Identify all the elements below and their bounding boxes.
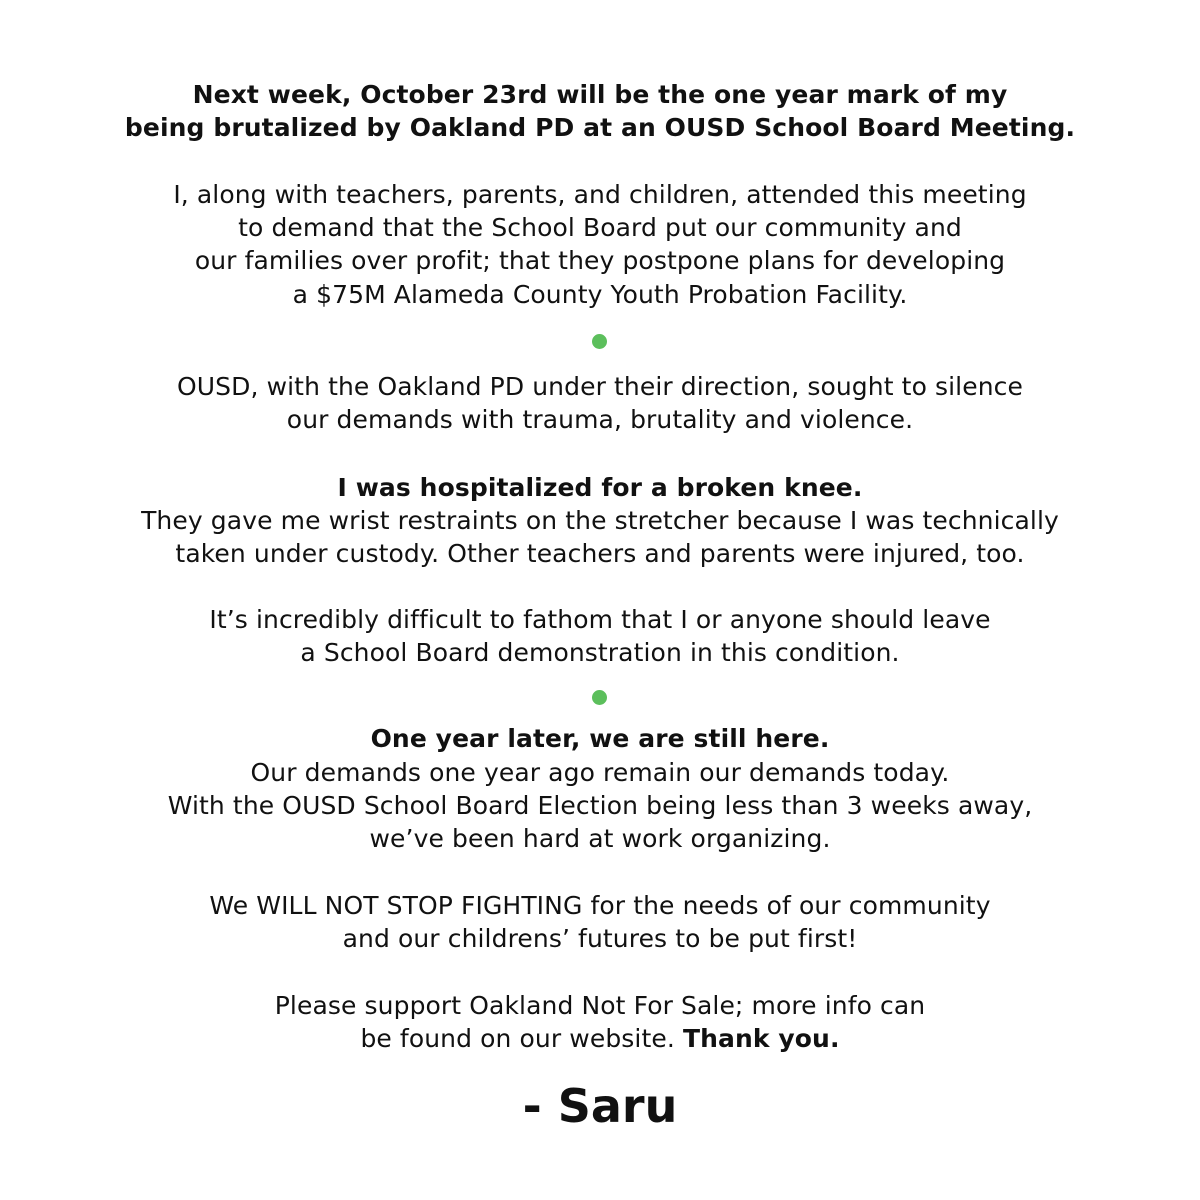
attendance-line-1: I, along with teachers, parents, and children, attended this meeting — [173, 180, 1027, 209]
attendance-line-4: a $75M Alameda County Youth Probation Facility. — [292, 280, 908, 309]
ousd-line-2: our demands with trauma, brutality and violence. — [286, 405, 914, 434]
injury-line-2: They gave me wrist restraints on the stretcher because I was technically — [141, 506, 1059, 535]
difficult-line-2: a School Board demonstration in this condition. — [300, 638, 900, 667]
election-line: With the OUSD School Board Election being less than 3 weeks away, — [167, 791, 1033, 820]
organizing-line: we’ve been hard at work organizing. — [369, 824, 831, 853]
attendance-line-2: to demand that the School Board put our community and — [238, 213, 962, 242]
intro-line-2: being brutalized by Oakland PD at an OUSD School Board Meeting. — [124, 113, 1076, 142]
difficult-line-1: It’s incredibly difficult to fathom that I or anyone should leave — [209, 605, 991, 634]
support-line-2 — [0, 1022, 1200, 1055]
fighting-line-1: We WILL NOT STOP FIGHTING for the needs of our community — [209, 891, 991, 920]
ousd-line-1: OUSD, with the Oakland PD under their direction, sought to silence — [177, 372, 1023, 401]
still-here-heading: One year later, we are still here. — [370, 724, 830, 753]
separator-dot-2 — [592, 690, 607, 705]
demands-line: Our demands one year ago remain our demands today. — [250, 758, 950, 787]
thank-you-text: Thank you. — [682, 1024, 840, 1053]
signature: - Saru — [522, 1079, 678, 1133]
fighting-line-2: and our childrens’ futures to be put first! — [342, 924, 858, 953]
injury-line-3: taken under custody. Other teachers and parents were injured, too. — [175, 539, 1025, 568]
support-line-1: Please support Oakland Not For Sale; more info can — [274, 991, 926, 1020]
intro-line-1: Next week, October 23rd will be the one year mark of my — [192, 80, 1008, 109]
separator-dot-1 — [592, 334, 607, 349]
attendance-line-3: our families over profit; that they postpone plans for developing — [194, 246, 1006, 275]
injury-heading: I was hospitalized for a broken knee. — [337, 473, 863, 502]
website-text: be found on our website. — [360, 1024, 683, 1053]
